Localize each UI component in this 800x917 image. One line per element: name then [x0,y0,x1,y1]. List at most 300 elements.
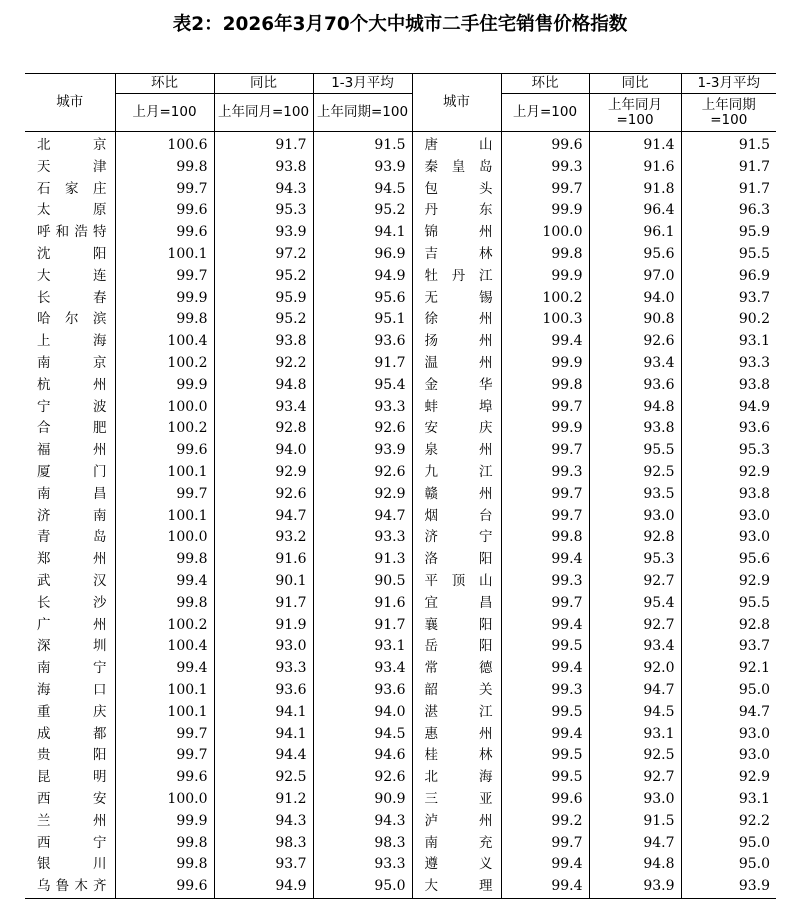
avg-value: 92.6 [313,462,412,484]
city-name: 济南 [25,506,115,528]
table-row [25,200,776,222]
yoy-value: 93.4 [214,397,313,419]
mom-value: 99.4 [501,331,589,353]
mom-value: 99.7 [115,484,214,506]
avg-value: 92.9 [313,484,412,506]
avg-value: 91.6 [313,593,412,615]
mom-value: 99.4 [115,571,214,593]
yoy-value: 95.6 [589,244,681,266]
mom-value: 100.1 [115,244,214,266]
mom-value: 100.0 [501,222,589,244]
city-name: 蚌埠 [412,397,501,419]
city-column-header-right: 城市 [412,74,501,132]
yoy-value: 92.9 [214,462,313,484]
yoy-value: 95.4 [589,593,681,615]
city-name: 沈阳 [25,244,115,266]
avg-value: 93.3 [738,354,770,371]
mom-base-label: 上月=100 [115,94,214,132]
city-column-header: 城市 [25,74,115,132]
yoy-value: 94.8 [589,854,681,876]
avg-value: 93.3 [313,527,412,549]
city-name: 徐州 [412,309,501,331]
table-row [25,789,776,811]
city-name: 哈尔滨 [25,309,115,331]
avg-value: 94.7 [738,703,770,720]
yoy-value: 91.4 [589,132,681,157]
yoy-column-header-right: 同比 [589,74,681,94]
mom-value: 99.8 [115,549,214,571]
yoy-value: 96.4 [589,200,681,222]
city-name: 成都 [25,724,115,746]
mom-value: 100.0 [115,527,214,549]
avg-value: 92.9 [738,769,770,786]
mom-value: 99.7 [501,440,589,462]
mom-value: 99.6 [501,132,589,157]
avg-value: 93.1 [313,636,412,658]
city-name: 宁波 [25,397,115,419]
mom-value: 99.7 [501,397,589,419]
avg-value: 91.7 [738,180,770,197]
yoy-value: 91.2 [214,789,313,811]
mom-value: 100.2 [115,418,214,440]
mom-value: 100.4 [115,636,214,658]
yoy-value: 90.1 [214,571,313,593]
mom-value: 99.3 [501,571,589,593]
mom-value: 99.6 [115,222,214,244]
yoy-value: 93.4 [589,353,681,375]
yoy-value: 98.3 [214,833,313,855]
mom-value: 99.7 [115,266,214,288]
yoy-value: 92.5 [589,745,681,767]
table-row [25,876,776,898]
table-row [25,854,776,876]
city-name: 北海 [412,767,501,789]
avg-value: 95.9 [738,224,770,241]
table-row [25,636,776,658]
yoy-value: 91.9 [214,615,313,637]
yoy-value: 94.7 [214,506,313,528]
yoy-value: 93.6 [589,375,681,397]
table-row [25,506,776,528]
table-row [25,702,776,724]
avg-value: 95.6 [313,288,412,310]
city-name: 杭州 [25,375,115,397]
city-name: 秦皇岛 [412,157,501,179]
city-name: 岳阳 [412,636,501,658]
avg-value: 93.3 [313,397,412,419]
mom-value: 100.4 [115,331,214,353]
table-row [25,157,776,179]
city-name: 平顶山 [412,571,501,593]
table-row [25,222,776,244]
avg-base-label-right: 上年同期=100 [681,94,776,132]
yoy-value: 95.3 [589,549,681,571]
mom-value: 99.6 [115,767,214,789]
avg-value: 95.0 [738,681,770,698]
avg-value: 92.1 [738,660,770,677]
avg-value: 92.6 [313,767,412,789]
avg-value: 94.9 [313,266,412,288]
city-name: 无锡 [412,288,501,310]
table-title: 表2：2026年3月70个大中城市二手住宅销售价格指数 [172,14,628,35]
city-name: 丹东 [412,200,501,222]
yoy-value: 94.9 [214,876,313,898]
city-name: 赣州 [412,484,501,506]
avg-column-header: 1-3月平均 [313,74,412,94]
mom-value: 99.7 [501,179,589,201]
yoy-column-header: 同比 [214,74,313,94]
avg-value: 91.7 [313,615,412,637]
avg-value: 95.0 [738,856,770,873]
city-name: 烟台 [412,506,501,528]
city-name: 合肥 [25,418,115,440]
city-name: 南充 [412,833,501,855]
city-name: 深圳 [25,636,115,658]
table-row [25,309,776,331]
mom-base-label-right: 上月=100 [501,94,589,132]
yoy-base-label: 上年同月=100 [214,94,313,132]
yoy-value: 94.0 [214,440,313,462]
avg-value: 95.5 [738,594,770,611]
avg-value: 95.5 [738,245,770,262]
city-name: 广州 [25,615,115,637]
city-name: 济宁 [412,527,501,549]
yoy-value: 94.1 [214,702,313,724]
city-name: 襄阳 [412,615,501,637]
mom-value: 99.4 [501,854,589,876]
city-name: 桂林 [412,745,501,767]
avg-value: 93.3 [313,854,412,876]
avg-value: 95.1 [313,309,412,331]
yoy-value: 96.1 [589,222,681,244]
yoy-value: 93.9 [589,876,681,898]
city-name: 洛阳 [412,549,501,571]
city-name: 石家庄 [25,179,115,201]
avg-value: 95.0 [313,876,412,898]
avg-value: 93.1 [738,790,770,807]
mom-value: 99.9 [501,353,589,375]
yoy-value: 95.9 [214,288,313,310]
avg-value: 93.9 [313,440,412,462]
city-name: 吉林 [412,244,501,266]
mom-value: 99.7 [115,724,214,746]
yoy-value: 93.0 [214,636,313,658]
mom-value: 99.8 [115,833,214,855]
city-name: 武汉 [25,571,115,593]
table-row [25,767,776,789]
city-name: 湛江 [412,702,501,724]
mom-value: 99.3 [501,680,589,702]
yoy-value: 92.6 [214,484,313,506]
table-row [25,724,776,746]
yoy-value: 94.8 [589,397,681,419]
mom-value: 99.9 [501,418,589,440]
mom-value: 100.3 [501,309,589,331]
city-name: 金华 [412,375,501,397]
avg-value: 93.6 [313,680,412,702]
table-row [25,331,776,353]
mom-value: 99.7 [115,179,214,201]
avg-value: 93.0 [738,507,770,524]
avg-value: 92.9 [738,572,770,589]
avg-value: 94.9 [738,398,770,415]
city-name: 常德 [412,658,501,680]
yoy-value: 92.0 [589,658,681,680]
mom-value: 99.4 [501,549,589,571]
avg-value: 93.0 [738,529,770,546]
yoy-value: 93.9 [214,222,313,244]
table-row [25,615,776,637]
table-row [25,833,776,855]
yoy-value: 92.7 [589,767,681,789]
city-name: 西安 [25,789,115,811]
mom-value: 99.2 [501,811,589,833]
table-row [25,593,776,615]
city-name: 九江 [412,462,501,484]
avg-value: 90.2 [738,311,770,328]
mom-value: 99.9 [501,200,589,222]
city-name: 上海 [25,331,115,353]
avg-value: 91.5 [313,132,412,157]
avg-value: 92.9 [738,463,770,480]
city-name: 兰州 [25,811,115,833]
mom-value: 99.7 [501,833,589,855]
mom-value: 99.8 [115,593,214,615]
table-row [25,811,776,833]
yoy-value: 92.2 [214,353,313,375]
avg-value: 90.5 [313,571,412,593]
table-row [25,745,776,767]
avg-value: 93.9 [313,157,412,179]
mom-value: 99.5 [501,767,589,789]
city-name: 温州 [412,353,501,375]
yoy-value: 93.7 [214,854,313,876]
yoy-value: 97.2 [214,244,313,266]
yoy-value: 92.5 [589,462,681,484]
avg-value: 95.4 [313,375,412,397]
yoy-value: 93.3 [214,658,313,680]
yoy-value: 90.8 [589,309,681,331]
avg-value: 91.5 [738,137,770,153]
table-row [25,375,776,397]
mom-value: 100.1 [115,506,214,528]
avg-value: 94.5 [313,724,412,746]
avg-value: 94.7 [313,506,412,528]
table-row [25,418,776,440]
mom-value: 100.2 [115,615,214,637]
mom-value: 99.5 [501,636,589,658]
yoy-value: 91.8 [589,179,681,201]
mom-value: 99.9 [115,811,214,833]
mom-value: 99.8 [115,157,214,179]
yoy-value: 91.7 [214,132,313,157]
city-name: 长春 [25,288,115,310]
mom-value: 99.5 [501,702,589,724]
table-row [25,549,776,571]
table-row [25,179,776,201]
avg-value: 98.3 [313,833,412,855]
city-name: 大理 [412,876,501,898]
city-name: 锦州 [412,222,501,244]
city-name: 扬州 [412,331,501,353]
yoy-value: 94.7 [589,680,681,702]
mom-value: 100.2 [501,288,589,310]
yoy-base-label-right: 上年同月=100 [589,94,681,132]
mom-value: 99.9 [501,266,589,288]
city-name: 呼和浩特 [25,222,115,244]
city-name: 安庆 [412,418,501,440]
avg-column-header-right: 1-3月平均 [681,74,776,94]
city-name: 太原 [25,200,115,222]
avg-value: 93.8 [738,485,770,502]
yoy-value: 93.2 [214,527,313,549]
city-name: 遵义 [412,854,501,876]
city-name: 福州 [25,440,115,462]
city-name: 银川 [25,854,115,876]
avg-value: 92.6 [313,418,412,440]
avg-value: 94.0 [313,702,412,724]
yoy-value: 94.3 [214,811,313,833]
avg-value: 96.9 [313,244,412,266]
mom-value: 99.4 [501,658,589,680]
yoy-value: 91.6 [214,549,313,571]
yoy-value: 94.4 [214,745,313,767]
city-name: 泉州 [412,440,501,462]
yoy-value: 92.8 [589,527,681,549]
table-row [25,244,776,266]
yoy-value: 95.3 [214,200,313,222]
mom-value: 100.0 [115,789,214,811]
city-name: 重庆 [25,702,115,724]
table-row [25,484,776,506]
yoy-value: 91.5 [589,811,681,833]
mom-value: 99.8 [115,854,214,876]
avg-value: 93.7 [738,638,770,655]
yoy-value: 94.0 [589,288,681,310]
yoy-value: 95.5 [589,440,681,462]
mom-value: 99.8 [501,527,589,549]
yoy-value: 97.0 [589,266,681,288]
avg-value: 91.3 [313,549,412,571]
mom-value: 99.7 [501,484,589,506]
mom-value: 99.6 [115,200,214,222]
yoy-value: 93.0 [589,789,681,811]
city-name: 青岛 [25,527,115,549]
table-header [25,74,776,132]
avg-value: 95.3 [738,442,770,459]
yoy-value: 93.0 [589,506,681,528]
avg-value: 94.3 [313,811,412,833]
avg-value: 92.2 [738,812,770,829]
avg-value: 91.7 [313,353,412,375]
table-row [25,440,776,462]
yoy-value: 93.5 [589,484,681,506]
yoy-value: 93.8 [214,157,313,179]
avg-value: 93.7 [738,289,770,306]
mom-value: 100.0 [115,397,214,419]
yoy-value: 94.7 [589,833,681,855]
avg-value: 94.1 [313,222,412,244]
avg-value: 93.0 [738,725,770,742]
city-name: 惠州 [412,724,501,746]
city-name: 厦门 [25,462,115,484]
yoy-value: 92.8 [214,418,313,440]
price-index-table [25,73,776,899]
yoy-value: 91.6 [589,157,681,179]
mom-value: 99.3 [501,462,589,484]
city-name: 韶关 [412,680,501,702]
table-body [25,132,776,899]
yoy-value: 92.6 [589,331,681,353]
mom-value: 100.1 [115,702,214,724]
mom-value: 100.1 [115,462,214,484]
city-name: 西宁 [25,833,115,855]
mom-value: 99.7 [115,745,214,767]
city-name: 南昌 [25,484,115,506]
mom-value: 100.1 [115,680,214,702]
yoy-value: 94.3 [214,179,313,201]
city-name: 南宁 [25,658,115,680]
table-row [25,527,776,549]
city-name: 海口 [25,680,115,702]
table-row [25,680,776,702]
table-row [25,571,776,593]
avg-value: 95.0 [738,834,770,851]
table-row [25,288,776,310]
mom-value: 99.6 [115,876,214,898]
city-name: 大连 [25,266,115,288]
avg-value: 94.6 [313,745,412,767]
yoy-value: 92.7 [589,571,681,593]
mom-value: 99.9 [115,375,214,397]
mom-value: 99.4 [501,615,589,637]
avg-value: 93.4 [313,658,412,680]
table-row [25,658,776,680]
avg-value: 90.9 [313,789,412,811]
avg-value: 93.6 [313,331,412,353]
city-name: 南京 [25,353,115,375]
avg-value: 95.6 [738,551,770,568]
avg-base-label: 上年同期=100 [313,94,412,132]
yoy-value: 93.1 [589,724,681,746]
city-name: 长沙 [25,593,115,615]
yoy-value: 94.8 [214,375,313,397]
mom-value: 99.8 [501,375,589,397]
mom-value: 99.5 [501,745,589,767]
yoy-value: 93.6 [214,680,313,702]
yoy-value: 93.8 [214,331,313,353]
table-row [25,266,776,288]
city-name: 唐山 [412,132,501,157]
city-name: 牡丹江 [412,266,501,288]
city-name: 郑州 [25,549,115,571]
city-name: 泸州 [412,811,501,833]
mom-column-header-right: 环比 [501,74,589,94]
yoy-value: 93.8 [589,418,681,440]
avg-value: 93.8 [738,376,770,393]
mom-value: 99.7 [501,593,589,615]
city-name: 昆明 [25,767,115,789]
mom-value: 99.7 [501,506,589,528]
yoy-value: 95.2 [214,309,313,331]
yoy-value: 95.2 [214,266,313,288]
avg-value: 94.5 [313,179,412,201]
yoy-value: 91.7 [214,593,313,615]
mom-value: 99.8 [115,309,214,331]
city-name: 宜昌 [412,593,501,615]
avg-value: 91.7 [738,158,770,175]
table-row [25,353,776,375]
